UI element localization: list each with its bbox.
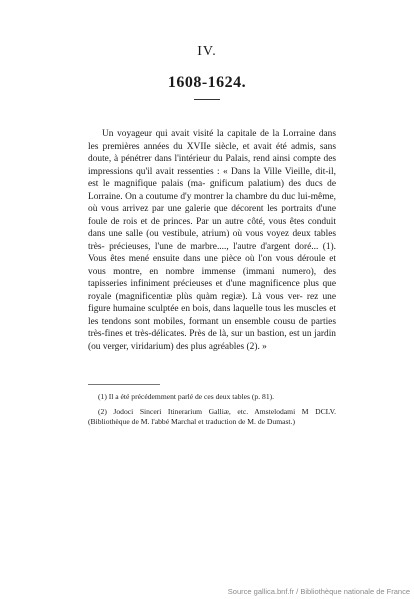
- footnote-2: (2) Jodoci Sinceri Itinerarium Galliæ, etc. Amstelodami M DCLV. (Bibliothèque de M. l'abbé Marchal et traduction de M. de Dumast.): [88, 406, 336, 426]
- paragraph-line: un bastion, est un jardin (ou verger, viridarium) des plus: [88, 329, 336, 352]
- paragraph-line: montrer la chambre du duc lui-même, où vous arrivez par: [88, 191, 336, 214]
- footnote-rule: [88, 384, 160, 385]
- paragraph-line: et vous montre, en nombre immense (immani numero), des: [88, 254, 336, 277]
- title-rule: [194, 99, 220, 100]
- body-paragraph: [88, 128, 336, 353]
- chapter-number: IV.: [197, 44, 217, 59]
- paragraph-line: gnificum palatium) des ducs de Lorraine. On a coutume d'y: [88, 179, 336, 202]
- paragraph-line: rez une figure humaine sculptée en bois, dans laquelle tous: [88, 291, 337, 314]
- paragraph-line: dans les premières années du XVIIe siècle, et avait été: [88, 129, 337, 152]
- paragraph-line: agréables (2). »: [208, 341, 267, 352]
- paragraph-line: que royale (magnificentiæ plùs quàm regiæ). Là vous ver-: [88, 279, 336, 302]
- chapter-title-years: 1608-1624.: [167, 74, 247, 91]
- body-line: [88, 128, 336, 353]
- paragraph-line: admis, sans doute, à pénétrer dans l'intérieur du Palais,: [88, 141, 336, 164]
- paragraph-line: « Dans la Ville Vieille, dit-il, est le magnifique palais (ma-: [88, 166, 336, 189]
- footnote-1: (1) Il a été précédemment parlé de ces deux tables (p. 81).: [98, 392, 275, 401]
- paragraph-line: tapisseries infiniment précieuses et d'une magnificence plus: [88, 279, 319, 289]
- paragraph-line: Vous êtes mené ensuite dans une pièce où l'on vous déroule: [88, 254, 326, 264]
- paragraph-line: une galerie que décorent les portraits d'une foule de rois et: [88, 204, 337, 227]
- paragraph-line: précieuses, l'une de marbre...., l'autre d'argent doré... (1).: [109, 241, 336, 252]
- paragraph-line: Un voyageur qui avait visité la capitale de la Lorraine: [102, 129, 316, 139]
- paragraph-line: de princes. Par un autre côté, vous êtes conduit dans une: [88, 216, 336, 239]
- paragraph-line: salle (ou vestibule, atrium) où vous voyez deux tables très-: [88, 229, 337, 252]
- paragraph-line: les muscles et les tendons sont mobiles, formant un ensemble: [88, 304, 337, 327]
- paragraph-line: rend ainsi compte des impressions qu'il avait ressenties :: [88, 154, 337, 177]
- source-attribution: Source gallica.bnf.fr / Bibliothèque nationale de France: [227, 587, 410, 596]
- paragraph-line: cousu de parties très-fines et très-délicates. Près de là, sur: [88, 316, 336, 339]
- footnotes: [88, 392, 336, 432]
